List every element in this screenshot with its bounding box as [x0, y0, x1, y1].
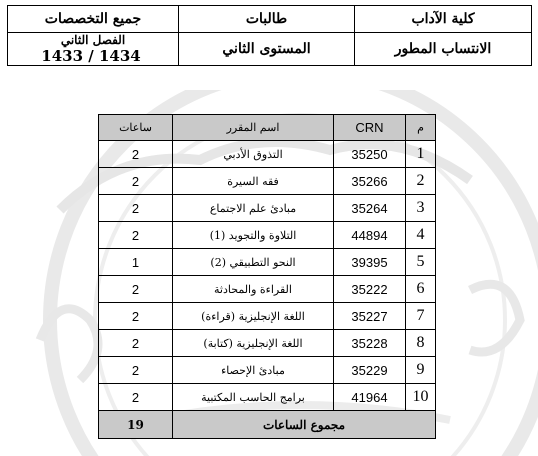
course-hours: 2	[99, 168, 173, 195]
course-hours: 2	[99, 276, 173, 303]
row-number: 2	[406, 168, 436, 195]
course-name: فقه السيرة	[173, 168, 334, 195]
table-row	[99, 276, 436, 303]
col-header-course-name: اسم المقرر	[173, 115, 334, 141]
gender-cell	[179, 6, 355, 33]
row-number: 3	[406, 195, 436, 222]
term-years: 1433 / 1434	[41, 47, 141, 65]
row-number: 7	[406, 303, 436, 330]
course-hours: 2	[99, 357, 173, 384]
course-crn: 41964	[334, 384, 406, 411]
term-label: الفصل الثاني	[60, 33, 126, 47]
col-header-crn: CRN	[334, 115, 406, 141]
row-number: 8	[406, 330, 436, 357]
col-header-hours: ساعات	[99, 115, 173, 141]
course-hours: 1	[99, 249, 173, 276]
college-cell	[355, 6, 532, 33]
course-crn: 35250	[334, 141, 406, 168]
table-header-row	[99, 115, 436, 141]
course-name: القراءة والمحادثة	[173, 276, 334, 303]
program-label: الانتساب المطور	[394, 41, 492, 57]
row-number: 1	[406, 141, 436, 168]
course-crn: 35222	[334, 276, 406, 303]
row-number: 5	[406, 249, 436, 276]
course-name: مبادئ علم الاجتماع	[173, 195, 334, 222]
total-row	[99, 411, 436, 439]
table-row	[99, 168, 436, 195]
course-hours: 2	[99, 303, 173, 330]
course-name: النحو التطبيقي (2)	[173, 249, 334, 276]
course-name: التلاوة والتجويد (1)	[173, 222, 334, 249]
level-label: المستوى الثاني	[222, 41, 311, 57]
table-row	[99, 384, 436, 411]
course-crn: 35227	[334, 303, 406, 330]
course-hours: 2	[99, 222, 173, 249]
total-hours: 19	[99, 411, 173, 439]
row-number: 10	[406, 384, 436, 411]
header-table	[7, 5, 532, 66]
table-row	[99, 357, 436, 384]
row-number: 9	[406, 357, 436, 384]
specialization-cell	[8, 6, 179, 33]
course-crn: 39395	[334, 249, 406, 276]
course-hours: 2	[99, 141, 173, 168]
table-row	[99, 303, 436, 330]
courses-table	[98, 114, 436, 439]
course-crn: 35264	[334, 195, 406, 222]
course-crn: 35266	[334, 168, 406, 195]
term-cell	[8, 33, 179, 66]
col-header-no: م	[406, 115, 436, 141]
course-name: اللغة الإنجليزية (كتابة)	[173, 330, 334, 357]
table-row	[99, 195, 436, 222]
course-crn: 35228	[334, 330, 406, 357]
course-name: مبادئ الإحصاء	[173, 357, 334, 384]
table-row	[99, 141, 436, 168]
college-name: كلية الآداب	[411, 11, 475, 27]
gender-label: طالبات	[245, 11, 288, 27]
course-name: التذوق الأدبي	[173, 141, 334, 168]
row-number: 6	[406, 276, 436, 303]
specialization-label: جميع التخصصات	[44, 11, 142, 27]
table-row	[99, 222, 436, 249]
course-crn: 44894	[334, 222, 406, 249]
program-cell	[355, 33, 532, 66]
table-row	[99, 330, 436, 357]
course-hours: 2	[99, 195, 173, 222]
course-hours: 2	[99, 330, 173, 357]
course-crn: 35229	[334, 357, 406, 384]
level-cell	[179, 33, 355, 66]
course-hours: 2	[99, 384, 173, 411]
course-name: اللغة الإنجليزية (قراءة)	[173, 303, 334, 330]
table-row	[99, 249, 436, 276]
row-number: 4	[406, 222, 436, 249]
total-label: مجموع الساعات	[173, 411, 436, 439]
course-name: برامج الحاسب المكتبية	[173, 384, 334, 411]
